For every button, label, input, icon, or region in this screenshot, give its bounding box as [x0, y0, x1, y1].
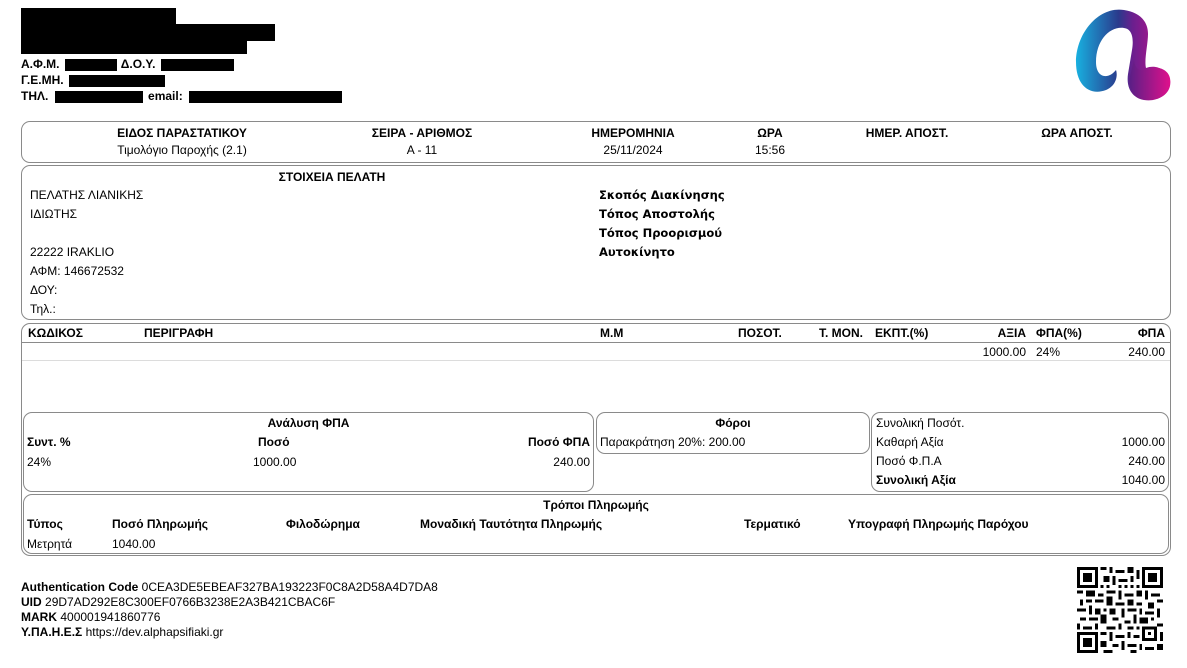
dispatch-date-label: ΗΜΕΡ. ΑΠΟΣΤ.: [865, 126, 949, 140]
redacted-doy: [161, 59, 234, 71]
issuer-tax-line: [21, 57, 234, 71]
date-value: 25/11/2024: [603, 143, 663, 157]
col-description: ΠΕΡΙΓΡΑΦΗ: [144, 326, 214, 340]
customer-city: 22222 IRAKLIO: [30, 245, 115, 259]
withholding-tax-line: Παρακράτηση 20%: 200.00: [600, 435, 746, 449]
customer-section-title: ΣΤΟΙΧΕΙΑ ΠΕΛΑΤΗ: [278, 170, 386, 184]
vat-value-value: 240.00: [553, 455, 590, 469]
series-number-value: Α - 11: [406, 143, 438, 157]
redacted-company-address: [21, 40, 247, 54]
table-row: [22, 343, 1170, 361]
payment-methods-box: [23, 494, 1169, 554]
taxes-box: [596, 412, 870, 454]
dispatch-time-column: [1027, 122, 1127, 160]
vat-analysis-title: Ανάλυση ΦΠΑ: [267, 416, 350, 430]
uid-value: 29D7AD292E8C300EF0766B3238E2A3B421CBAC6F: [45, 595, 336, 609]
vat-total-label: Ποσό Φ.Π.Α: [876, 454, 942, 468]
vat-rate-header: Συντ. %: [27, 435, 71, 449]
tel-label: ΤΗΛ.: [21, 89, 49, 103]
cell-vat: 240.00: [1128, 345, 1165, 359]
customer-afm: ΑΦΜ: 146672532: [30, 264, 124, 278]
shipping-origin-label: Τόπος Αποστολής: [599, 207, 715, 221]
time-label: ΩΡΑ: [757, 126, 783, 140]
dispatch-time-label: ΩΡΑ ΑΠΟΣΤ.: [1041, 126, 1113, 140]
provider-url[interactable]: https://dev.alphapsifiaki.gr: [85, 625, 224, 639]
uid-label: UID: [21, 595, 42, 609]
dispatch-date-column: [852, 122, 962, 160]
fiscal-footer: [21, 580, 438, 640]
provider-label: Υ.ΠΑ.Η.Ε.Σ: [21, 625, 83, 639]
provider-line: [21, 625, 438, 640]
shipping-purpose-label: Σκοπός Διακίνησης: [599, 188, 725, 202]
payment-tip-header: Φιλοδώρημα: [286, 517, 360, 531]
totals-box: [871, 412, 1169, 492]
payment-terminal-header: Τερματικό: [744, 517, 801, 531]
auth-code-value: 0CEA3DE5EBEAF327BA193223F0C8A2D58A4D7DA8: [141, 580, 438, 594]
issuer-block: [21, 8, 381, 108]
mark-label: MARK: [21, 610, 57, 624]
doc-type-column: [62, 122, 302, 160]
vat-value-header: Ποσό ΦΠΑ: [527, 435, 590, 449]
date-label: ΗΜΕΡΟΜΗΝΙΑ: [591, 126, 675, 140]
auth-code-line: [21, 580, 438, 595]
col-vat-pct: ΦΠΑ(%): [1036, 326, 1082, 340]
col-quantity: ΠΟΣΟΤ.: [738, 326, 782, 340]
col-unit-price: Τ. ΜΟΝ.: [819, 326, 864, 340]
vat-amount-value: 1000.00: [253, 455, 297, 469]
vat-total-amount: 240.00: [1128, 454, 1165, 468]
dispatch-date-value: [852, 141, 962, 160]
brand-logo-icon: [1068, 4, 1174, 108]
net-value-row: [876, 433, 1165, 452]
vat-total-row: [876, 452, 1165, 471]
vat-amount-header: Ποσό: [258, 435, 290, 449]
payment-type-value: Μετρητά: [27, 537, 73, 551]
col-vat: ΦΠΑ: [1137, 326, 1165, 340]
redacted-email: [189, 91, 342, 103]
redacted-company-activity: [21, 24, 275, 41]
series-number-column: [352, 122, 492, 160]
net-value-amount: 1000.00: [1121, 435, 1165, 449]
qr-code-icon: [1077, 567, 1163, 653]
redacted-company-name: [21, 8, 176, 25]
dispatch-time-value: [1027, 141, 1127, 160]
date-column: [578, 122, 688, 160]
customer-phone: Τηλ.:: [30, 302, 56, 316]
vehicle-label: Αυτοκίνητο: [599, 245, 675, 259]
redacted-phone: [55, 91, 143, 103]
document-info-box: [21, 121, 1171, 163]
shipping-details: [599, 186, 725, 262]
total-quantity-row: [876, 414, 1165, 433]
customer-details: [30, 186, 143, 319]
mark-value: 400001941860776: [60, 610, 161, 624]
payment-methods-title: Τρόποι Πληρωμής: [543, 498, 649, 512]
brand-logo: [1068, 4, 1174, 108]
vat-rate-value: 24%: [27, 455, 52, 469]
afm-label: Α.Φ.Μ.: [21, 57, 60, 71]
customer-doy: ΔΟΥ:: [30, 283, 58, 297]
auth-code-label: Authentication Code: [21, 580, 139, 594]
cell-vat-pct: 24%: [1036, 345, 1061, 359]
customer-name: ΠΕΛΑΤΗΣ ΛΙΑΝΙΚΗΣ: [30, 188, 144, 202]
total-quantity-label: Συνολική Ποσότ.: [876, 416, 965, 430]
time-column: [744, 122, 796, 160]
customer-type: ΙΔΙΩΤΗΣ: [30, 207, 78, 221]
uid-line: [21, 595, 438, 610]
col-value: ΑΞΙΑ: [997, 326, 1026, 340]
email-label: email:: [148, 89, 183, 103]
time-value: 15:56: [754, 143, 786, 157]
line-items-header: [22, 324, 1170, 343]
net-value-label: Καθαρή Αξία: [876, 435, 944, 449]
taxes-title: Φόροι: [715, 416, 751, 430]
issuer-gemi-line: [21, 73, 165, 87]
col-code: ΚΩΔΙΚΟΣ: [28, 326, 83, 340]
payment-amount-value: 1040.00: [112, 537, 156, 551]
vat-analysis-box: [23, 412, 594, 492]
payment-signature-header: Υπογραφή Πληρωμής Παρόχου: [848, 517, 1029, 531]
redacted-gemi: [69, 75, 165, 87]
doc-type-label: ΕΙΔΟΣ ΠΑΡΑΣΤΑΤΙΚΟΥ: [117, 126, 247, 140]
issuer-contact-line: [21, 89, 342, 103]
customer-address-blank: [30, 224, 143, 243]
cell-value: 1000.00: [982, 345, 1026, 359]
doc-type-value: Τιμολόγιο Παροχής (2.1): [117, 143, 247, 157]
shipping-destination-label: Τόπος Προορισμού: [599, 226, 723, 240]
grand-total-label: Συνολική Αξία: [876, 473, 956, 487]
payment-type-header: Τύπος: [27, 517, 63, 531]
redacted-afm: [65, 59, 117, 71]
gemi-label: Γ.Ε.ΜΗ.: [21, 73, 64, 87]
qr-code: [1077, 567, 1163, 653]
grand-total-row: [876, 471, 1165, 490]
mark-line: [21, 610, 438, 625]
col-discount: ΕΚΠΤ.(%): [875, 326, 929, 340]
customer-info-box: [21, 165, 1171, 320]
col-unit: Μ.Μ: [600, 326, 624, 340]
series-number-label: ΣΕΙΡΑ - ΑΡΙΘΜΟΣ: [371, 126, 473, 140]
grand-total-amount: 1040.00: [1121, 473, 1165, 487]
payment-amount-header: Ποσό Πληρωμής: [112, 517, 209, 531]
doy-label: Δ.Ο.Υ.: [120, 57, 156, 71]
payment-id-header: Μοναδική Ταυτότητα Πληρωμής: [420, 517, 603, 531]
